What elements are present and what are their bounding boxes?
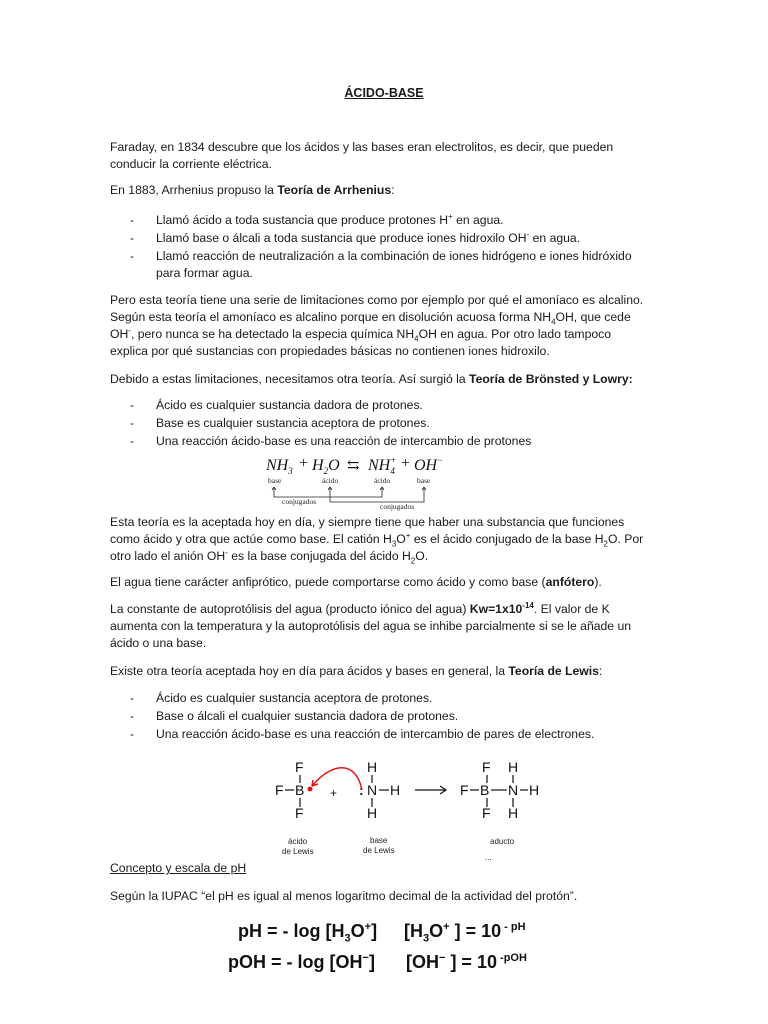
- eq-nh4: NH+ 4: [368, 455, 397, 476]
- text: . El valor de K aumenta con la temperatura y la autoprotólisis del agua se inhibe parcialmente si se le añade un ácido o una base.: [110, 602, 631, 650]
- adduct-f-bottom: F: [482, 805, 491, 821]
- text: Debido a estas limitaciones, necesitamos otra teoría. Así surgió la: [110, 372, 470, 386]
- text: Base es cualquier sustancia aceptora de protones.: [156, 416, 430, 430]
- dash-bullet: -: [130, 709, 135, 723]
- label-aducto: aducto: [490, 837, 515, 846]
- subscript: 3: [423, 932, 430, 945]
- label-acido: ácido: [288, 837, 308, 846]
- text: O. Por otro lado el anión OH: [110, 532, 644, 563]
- dash-bullet: -: [130, 231, 135, 245]
- section-subheading: Concepto y escala de pH: [110, 861, 247, 875]
- label-de-lewis-1: de Lewis: [282, 847, 314, 856]
- bf3-f-top: F: [295, 759, 304, 775]
- eq-plus-1: +: [299, 455, 309, 472]
- text: Pero esta teoría tiene una serie de limitaciones como por ejemplo por qué el amoníaco es alcalino. Según esta teoría el amoníaco es alcalino porque en disolución acuosa forma NH: [110, 293, 644, 324]
- lewis-list: [130, 690, 650, 744]
- lewis-bonds: [285, 775, 528, 807]
- eq-label-base-1: base: [268, 476, 282, 485]
- text: en agua.: [529, 231, 581, 245]
- text: es la base conjugada del ácido H: [227, 549, 411, 563]
- text: :: [598, 664, 603, 678]
- text: [H: [404, 921, 423, 941]
- dash-bullet: -: [130, 213, 135, 227]
- list-item: [130, 248, 650, 282]
- text: ] = 10: [449, 921, 502, 941]
- term-bronsted-lowry: Teoría de Brönsted y Lowry:: [469, 372, 633, 386]
- dash-bullet: -: [130, 727, 135, 741]
- superscript: −: [439, 952, 446, 964]
- text: OH en agua. Por otro lado tampoco explica por qué sustancias con propiedades básicas no contienen iones hidroxilo.: [110, 327, 612, 358]
- list-item: [130, 415, 650, 432]
- dash-bullet: -: [130, 249, 135, 263]
- superscript: -: [128, 325, 131, 335]
- nh3-h-top: H: [367, 759, 378, 775]
- superscript: -14: [522, 600, 534, 610]
- text: ] = 10: [445, 952, 497, 972]
- subscript: 2: [410, 556, 416, 566]
- term-anfotero: anfótero: [545, 575, 595, 589]
- superscript: -pOH: [496, 952, 527, 964]
- text: Base o álcali el cualquier sustancia dadora de protones.: [156, 709, 459, 723]
- paragraph-limitations: [110, 292, 650, 360]
- text: La constante de autoprotólisis del agua (producto iónico del agua): [110, 602, 470, 616]
- bf3-f-bottom: F: [295, 805, 304, 821]
- text: En 1883, Arrhenius propuso la: [110, 183, 278, 197]
- formula-h3o-concentration: [404, 920, 526, 945]
- eq-plus-2: +: [401, 455, 411, 472]
- adduct-n: N: [508, 782, 519, 798]
- eq-label-acido-2: ácido: [374, 476, 391, 485]
- text: O: [396, 532, 406, 546]
- paragraph-arrhenius-intro: [110, 182, 650, 199]
- paragraph-lewis-intro: [110, 663, 650, 680]
- text: ).: [594, 575, 602, 589]
- text: pOH = - log [OH: [228, 952, 363, 972]
- label-dots: ...: [485, 853, 492, 862]
- eq-nh3: $NH_3$: [266, 457, 293, 476]
- paragraph-anfotero: [110, 574, 650, 591]
- list-item: [130, 433, 650, 450]
- subscript: 3: [391, 539, 397, 549]
- eq-h2o: $H_2O$: [312, 457, 340, 476]
- formula-poh-log: [228, 951, 375, 973]
- text: Existe otra teoría aceptada hoy en día para ácidos y bases en general, la: [110, 664, 509, 678]
- lewis-plus: +: [330, 786, 338, 800]
- list-item: [130, 230, 650, 247]
- text: Una reacción ácido-base es una reacción de intercambio de protones: [156, 434, 532, 448]
- list-item: [130, 690, 650, 707]
- bronsted-list: [130, 397, 650, 451]
- term-arrhenius: Teoría de Arrhenius: [277, 183, 392, 197]
- eq-label-base-2: base: [417, 476, 431, 485]
- superscript: +: [443, 921, 450, 933]
- text: , pero nunca se ha detectado la especia química NH: [130, 327, 415, 341]
- paragraph-iupac: Según la IUPAC “el pH es igual al menos logaritmo decimal de la actividad del protón”.: [110, 889, 578, 903]
- text: O: [429, 921, 444, 941]
- label-de-lewis-2: de Lewis: [363, 846, 395, 855]
- superscript: - pH: [501, 921, 526, 933]
- subscript: 4: [551, 317, 556, 327]
- text: :: [391, 183, 395, 197]
- adduct-h-top: H: [508, 759, 519, 775]
- dash-bullet: -: [130, 398, 135, 412]
- dash-bullet: -: [130, 416, 135, 430]
- paragraph-conjugates: [110, 514, 650, 565]
- list-item: [130, 708, 650, 725]
- eq-oh: OH−: [414, 455, 444, 474]
- text: pH = - log [H: [238, 921, 345, 941]
- subscript: 4: [414, 334, 419, 344]
- lewis-reaction-diagram: [270, 752, 550, 864]
- superscript: −: [362, 952, 369, 964]
- dash-bullet: -: [130, 691, 135, 705]
- text: Llamó ácido a toda sustancia que produce protones H: [156, 213, 449, 227]
- paragraph-kw: [110, 601, 650, 652]
- superscript: +: [405, 530, 411, 540]
- superscript: +: [448, 211, 453, 221]
- superscript: -: [526, 229, 530, 239]
- adduct-f-left: F: [460, 782, 469, 798]
- text: Llamó base o álcali a toda sustancia que produce iones hidroxilo OH: [156, 231, 527, 245]
- nh3-n: N: [367, 782, 378, 798]
- eq-label-conjugados-2: conjugados: [380, 502, 415, 511]
- text: OH, que cede OH: [110, 310, 631, 341]
- nh3-lone-pair: :: [359, 782, 364, 798]
- list-item: [130, 212, 650, 229]
- subscript: 3: [344, 932, 351, 945]
- text: [OH: [406, 952, 439, 972]
- nh3-h-right: H: [390, 782, 401, 798]
- nh3-h-bottom: H: [367, 805, 378, 821]
- text: Esta teoría es la aceptada hoy en día, y siempre tiene que haber una substancia que funciones como ácido y otra que actúe como base. El catión H: [110, 515, 625, 546]
- list-item: [130, 726, 650, 743]
- text: Llamó reacción de neutralización a la combinación de iones hidrógeno e iones hidróxido para formar agua.: [156, 249, 632, 280]
- subscript: 2: [603, 539, 608, 549]
- bronsted-equation: [262, 453, 462, 513]
- text: Kw=1x10: [469, 602, 523, 616]
- dash-bullet: -: [130, 434, 135, 448]
- text: Ácido es cualquier sustancia dadora de protones.: [156, 398, 423, 412]
- text: en agua.: [452, 213, 504, 227]
- superscript: -: [225, 547, 228, 557]
- list-item: [130, 397, 650, 414]
- formula-ph-log: [238, 920, 378, 945]
- text: es el ácido conjugado de la base H: [410, 532, 604, 546]
- formula-oh-concentration: [406, 951, 527, 973]
- adduct-b: B: [480, 782, 490, 798]
- adduct-h-bottom: H: [508, 805, 519, 821]
- document-title: ÁCIDO-BASE: [344, 86, 424, 100]
- paragraph-faraday: Faraday, en 1834 descubre que los ácidos y las bases eran electrolitos, es decir, que pueden conducir la corriente eléctrica.: [110, 140, 614, 171]
- eq-label-conjugados-1: conjugados: [282, 497, 317, 506]
- text: O: [350, 921, 365, 941]
- text: ]: [371, 921, 378, 941]
- eq-label-acido-1: ácido: [322, 476, 339, 485]
- text: Ácido es cualquier sustancia aceptora de protones.: [156, 691, 433, 705]
- eq-equilibrium-arrow: ⇆: [347, 458, 360, 474]
- text: Una reacción ácido-base es una reacción de intercambio de pares de electrones.: [156, 727, 595, 741]
- text: ]: [368, 952, 375, 972]
- text: O.: [415, 549, 429, 563]
- text: El agua tiene carácter anfiprótico, puede comportarse como ácido y como base (: [110, 575, 546, 589]
- adduct-f-top: F: [482, 759, 491, 775]
- adduct-h-right: H: [529, 782, 540, 798]
- arrhenius-list: [130, 212, 650, 283]
- superscript: +: [364, 921, 372, 933]
- paragraph-bronsted-intro: [110, 371, 650, 388]
- kw-value: [470, 602, 534, 616]
- bf3-b: B: [295, 782, 305, 798]
- term-lewis: Teoría de Lewis: [508, 664, 599, 678]
- label-base: base: [370, 836, 388, 845]
- bf3-f-left: F: [275, 782, 284, 798]
